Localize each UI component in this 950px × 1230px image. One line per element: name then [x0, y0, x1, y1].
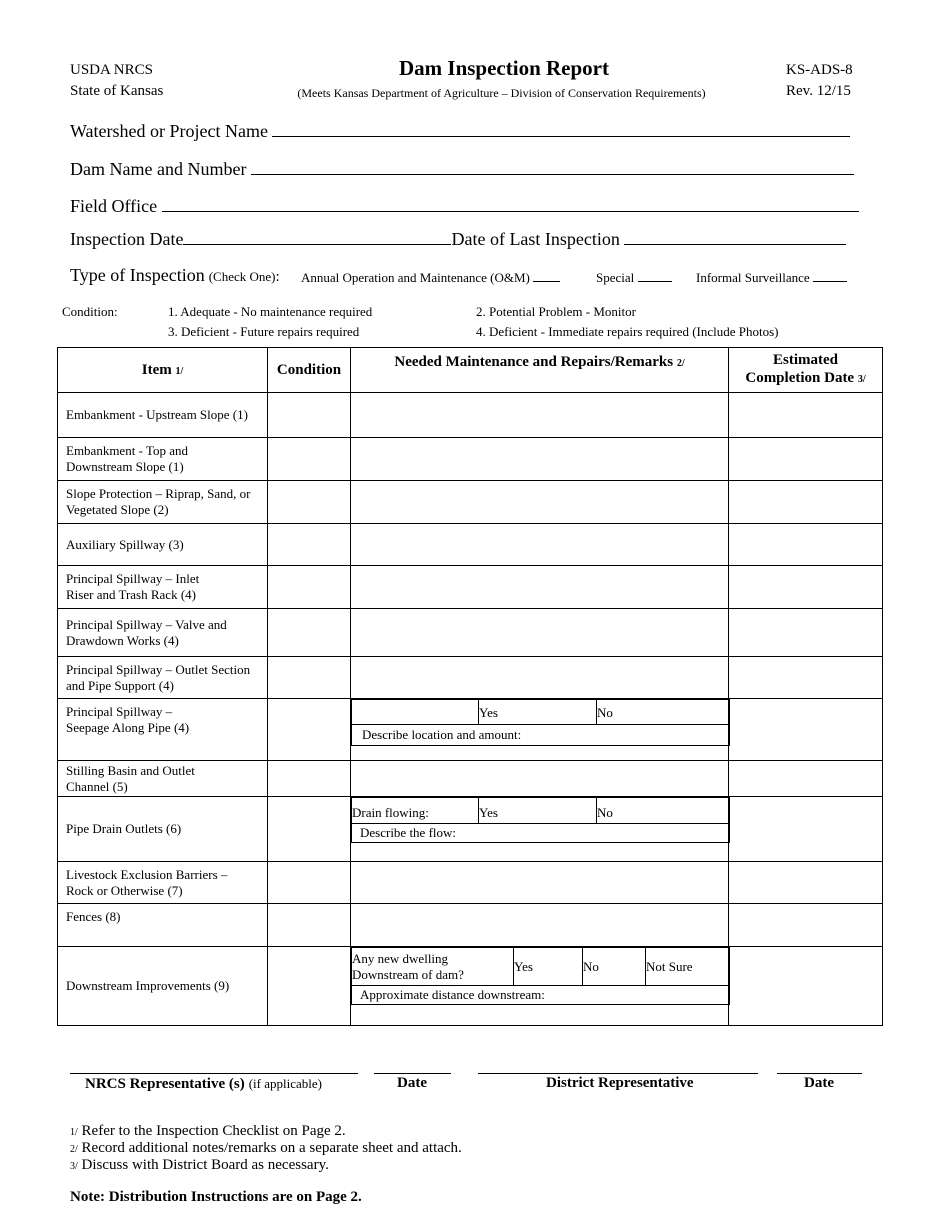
row-item-label: Principal Spillway – Outlet Section and Pipe Support (4) [58, 657, 268, 699]
footnote-2: 2/ Record additional notes/remarks on a separate sheet and attach. [70, 1140, 462, 1156]
condition-cell[interactable] [268, 481, 351, 524]
agency-label: USDA NRCS [70, 62, 153, 78]
form-revision: Rev. 12/15 [786, 83, 851, 99]
row-item-label: Principal Spillway – Inlet Riser and Trash Rack (4) [58, 566, 268, 609]
remarks-cell[interactable] [351, 524, 729, 566]
inspection-date-input-line[interactable] [183, 227, 451, 245]
footnote-1: 1/ Refer to the Inspection Checklist on Page 2. [70, 1123, 346, 1139]
new-dwelling-question: Any new dwelling Downstream of dam? [352, 948, 514, 986]
option-informal-blank[interactable] [813, 269, 847, 282]
condition-1: 1. Adequate - No maintenance required [168, 304, 373, 319]
condition-cell[interactable] [268, 566, 351, 609]
table-header-row [58, 348, 883, 393]
condition-cell[interactable] [268, 947, 351, 1026]
header-condition: Condition [268, 348, 351, 393]
date1-label: Date [397, 1075, 427, 1091]
condition-cell[interactable] [268, 699, 351, 761]
header-completion: Estimated Completion Date 3/ [729, 348, 883, 393]
condition-4: 4. Deficient - Immediate repairs required (Include Photos) [476, 324, 779, 339]
table-row [58, 393, 883, 438]
row-item-label: Auxiliary Spillway (3) [58, 524, 268, 566]
completion-date-cell[interactable] [729, 947, 883, 1026]
inspection-type-row [70, 265, 280, 286]
completion-date-cell[interactable] [729, 566, 883, 609]
drain-remarks-cell [351, 797, 729, 862]
dam-name-field [70, 157, 854, 180]
completion-date-cell[interactable] [729, 524, 883, 566]
completion-date-cell[interactable] [729, 609, 883, 657]
remarks-cell[interactable] [351, 481, 729, 524]
row-item-label: Downstream Improvements (9) [58, 947, 268, 1026]
table-row [58, 862, 883, 904]
nrcs-rep-label: NRCS Representative (s) (if applicable) [85, 1076, 322, 1092]
condition-cell[interactable] [268, 862, 351, 904]
drain-describe[interactable]: Describe the flow: [352, 824, 730, 843]
completion-date-cell[interactable] [729, 481, 883, 524]
header-item: Item 1/ [58, 348, 268, 393]
distance-downstream[interactable]: Approximate distance downstream: [352, 986, 730, 1005]
condition-cell[interactable] [268, 438, 351, 481]
completion-date-cell[interactable] [729, 761, 883, 797]
option-special-blank[interactable] [638, 269, 672, 282]
seepage-remarks-cell [351, 699, 729, 761]
inspection-date-field [70, 227, 846, 250]
completion-date-cell[interactable] [729, 438, 883, 481]
district-rep-label: District Representative [546, 1075, 694, 1091]
field-office-label: Field Office [70, 196, 158, 216]
state-label: State of Kansas [70, 83, 164, 99]
drain-yes-option[interactable]: Yes [479, 798, 597, 824]
option-special-label: Special [596, 270, 635, 285]
table-row [58, 566, 883, 609]
option-annual-blank[interactable] [533, 269, 560, 282]
field-office-field [70, 194, 859, 217]
row-item-label: Fences (8) [58, 904, 268, 947]
seepage-describe[interactable]: Describe location and amount: [352, 725, 730, 746]
seepage-yes-option[interactable]: Yes [479, 700, 597, 725]
option-special[interactable] [596, 269, 672, 286]
row-item-label: Pipe Drain Outlets (6) [58, 797, 268, 862]
downstream-remarks-cell [351, 947, 729, 1026]
seepage-subtable [351, 699, 730, 746]
condition-cell[interactable] [268, 393, 351, 438]
dwelling-no-option[interactable]: No [583, 948, 646, 986]
table-row [58, 481, 883, 524]
date2-signature-line[interactable] [777, 1073, 862, 1074]
row-item-label: Livestock Exclusion Barriers – Rock or Otherwise (7) [58, 862, 268, 904]
inspection-type-label: Type of Inspection [70, 265, 205, 285]
option-informal-label: Informal Surveillance [696, 270, 810, 285]
remarks-cell[interactable] [351, 393, 729, 438]
condition-cell[interactable] [268, 524, 351, 566]
downstream-subtable [351, 947, 730, 1005]
row-item-label: Principal Spillway – Seepage Along Pipe (4) [58, 699, 268, 761]
date2-label: Date [804, 1075, 834, 1091]
table-row [58, 609, 883, 657]
nrcs-signature-line[interactable] [70, 1073, 358, 1074]
remarks-cell[interactable] [351, 566, 729, 609]
header-remarks: Needed Maintenance and Repairs/Remarks 2/ [351, 348, 729, 393]
watershed-field [70, 119, 850, 142]
table-row-pipe-drain [58, 797, 883, 862]
remarks-cell[interactable] [351, 657, 729, 699]
inspection-table [57, 347, 883, 1026]
last-inspection-label: Date of Last Inspection [451, 229, 620, 249]
condition-cell[interactable] [268, 904, 351, 947]
inspection-type-colon: : [275, 269, 280, 285]
dam-name-input-line[interactable] [251, 157, 854, 175]
last-inspection-input-line[interactable] [624, 227, 846, 245]
row-item-label: Stilling Basin and Outlet Channel (5) [58, 761, 268, 797]
condition-cell[interactable] [268, 797, 351, 862]
completion-date-cell[interactable] [729, 699, 883, 761]
distribution-note: Note: Distribution Instructions are on Page 2. [70, 1189, 362, 1205]
form-id: KS-ADS-8 [786, 62, 853, 78]
drain-no-option[interactable]: No [597, 798, 730, 824]
inspection-date-label: Inspection Date [70, 229, 184, 249]
remarks-cell[interactable] [351, 438, 729, 481]
dwelling-not-sure-option[interactable]: Not Sure [646, 948, 730, 986]
table-row [58, 438, 883, 481]
table-row-downstream [58, 947, 883, 1026]
remarks-cell[interactable] [351, 761, 729, 797]
completion-date-cell[interactable] [729, 797, 883, 862]
row-item-label: Embankment - Top and Downstream Slope (1) [58, 438, 268, 481]
district-signature-line[interactable] [478, 1073, 758, 1074]
condition-legend-label: Condition: [62, 304, 118, 319]
dam-name-label: Dam Name and Number [70, 159, 247, 179]
seepage-blank [352, 700, 479, 725]
completion-date-cell[interactable] [729, 657, 883, 699]
seepage-no-option[interactable]: No [597, 700, 730, 725]
table-row [58, 761, 883, 797]
table-row [58, 657, 883, 699]
completion-date-cell[interactable] [729, 393, 883, 438]
row-item-label: Principal Spillway – Valve and Drawdown Works (4) [58, 609, 268, 657]
date1-signature-line[interactable] [374, 1073, 451, 1074]
completion-date-cell[interactable] [729, 862, 883, 904]
footnote-3: 3/ Discuss with District Board as necessary. [70, 1157, 329, 1173]
dwelling-yes-option[interactable]: Yes [514, 948, 583, 986]
completion-date-cell[interactable] [729, 904, 883, 947]
option-annual-label: Annual Operation and Maintenance (O&M) [301, 270, 530, 285]
remarks-cell[interactable] [351, 609, 729, 657]
row-item-label: Embankment - Upstream Slope (1) [58, 393, 268, 438]
table-row [58, 524, 883, 566]
field-office-input-line[interactable] [162, 194, 859, 212]
condition-cell[interactable] [268, 609, 351, 657]
watershed-label: Watershed or Project Name [70, 121, 268, 141]
page-title: Dam Inspection Report [399, 56, 609, 80]
page-subtitle: (Meets Kansas Department of Agriculture – Division of Conservation Requirements) [297, 86, 706, 100]
drain-flowing-label: Drain flowing: [352, 798, 479, 824]
remarks-cell[interactable] [351, 904, 729, 947]
watershed-input-line[interactable] [272, 119, 850, 137]
row-item-label: Slope Protection – Riprap, Sand, or Vegetated Slope (2) [58, 481, 268, 524]
condition-cell[interactable] [268, 761, 351, 797]
option-informal[interactable] [696, 269, 847, 286]
table-row [58, 904, 883, 947]
condition-3: 3. Deficient - Future repairs required [168, 324, 360, 339]
condition-2: 2. Potential Problem - Monitor [476, 304, 636, 319]
condition-cell[interactable] [268, 657, 351, 699]
drain-subtable [351, 797, 730, 843]
remarks-cell[interactable] [351, 862, 729, 904]
option-annual[interactable] [301, 269, 560, 286]
table-row-seepage [58, 699, 883, 761]
inspection-type-note: (Check One) [208, 269, 276, 284]
